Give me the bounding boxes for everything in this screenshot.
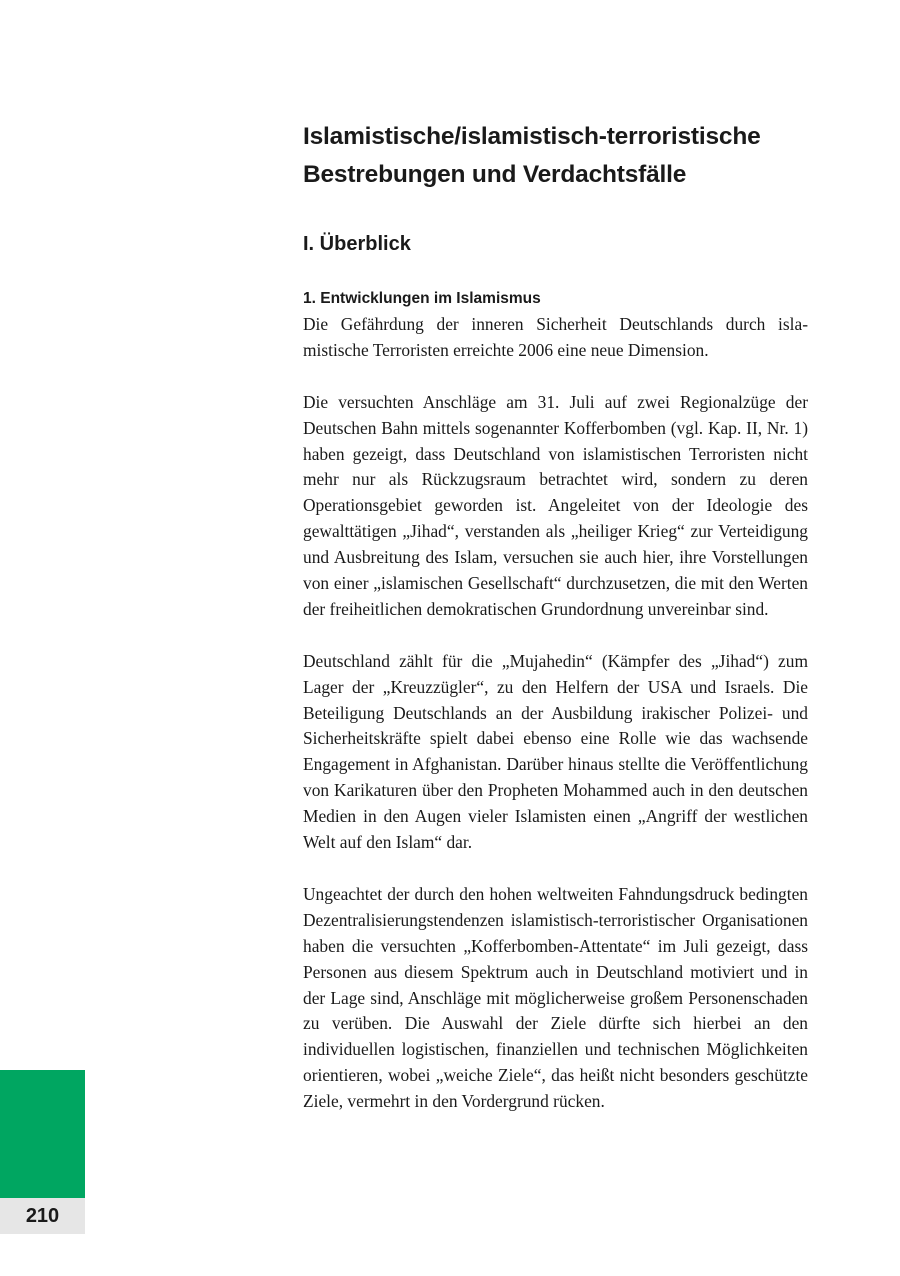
chapter-title-line-1: Islamistische/islamistisch-terroristische xyxy=(303,123,761,150)
paragraph-4: Ungeachtet der durch den hohen weltweiten Fahndungsdruck bedingten Dezentralisierungstendenzen islamistisch-terroristischer Organisationen haben die versuchten „Kofferbomben-Attentate“ im Juli gezeigt, dass Personen aus diesem Spektrum auch in Deutschland motiviert und in der Lage sind, Anschläge mit möglicherweise großem Personenschaden zu verüben. Die Auswahl der Ziele dürfte sich hierbei an den individuellen logistischen, finanziellen und technischen Möglichkeiten orientieren, wobei „weiche Ziele“, das heißt nicht besonders geschützte Ziele, vermehrt in den Vordergrund rücken. xyxy=(303,883,808,1112)
paragraph-3: Deutschland zählt für die „Mujahedin“ (Kämpfer des „Jihad“) zum Lager der „Kreuzzügler“, zu den Helfern der USA und Israels. Die Beteiligung Deutschlands an der Ausbildung irakischer Polizei- und Sicherheitskräfte spielt dabei ebenso eine Rolle wie das wachsende Engagement in Afghanistan. Darüber hinaus stellte die Veröffentlichung von Karikaturen über den Propheten Mohammed auch in den deutschen Medien in den Augen vieler Islamisten einen „Angriff der westlichen Welt auf den Islam“ dar. xyxy=(303,650,808,853)
paragraph-1: Die Gefährdung der inneren Sicherheit Deutschlands durch islamistische Terroristen erreichte 2006 eine neue Dimension. xyxy=(303,314,808,360)
chapter-title xyxy=(303,118,808,194)
page-number: 210 xyxy=(25,1205,60,1227)
page-number-box xyxy=(0,1198,85,1234)
main-content xyxy=(303,118,808,1115)
paragraph-2: Die versuchten Anschläge am 31. Juli auf zwei Regionalzüge der Deutschen Bahn mittels sogenannter Kofferbomben (vgl. Kap. II, Nr. 1) haben gezeigt, dass Deutschland von islamistischen Terroristen nicht mehr nur als Rückzugsraum betrachtet wird, sondern zu deren Operationsgebiet geworden ist. Angeleitet von der Ideologie des gewalttätigen „Jihad“, verstanden als „heiliger Krieg“ zur Verteidigung und Ausbreitung des Islam, versuchen sie auch hier, ihre Vorstellungen von einer „islamischen Gesellschaft“ durchzusetzen, die mit den Werten der freiheitlichen demokratischen Grundordnung unvereinbar sind. xyxy=(303,391,808,619)
chapter-title-line-2: Bestrebungen und Verdachtsfälle xyxy=(303,161,687,188)
chapter-color-tab xyxy=(0,1070,85,1198)
subsection-title: 1. Entwicklungen im Islamismus xyxy=(303,290,541,307)
section-title: I. Überblick xyxy=(303,233,411,255)
